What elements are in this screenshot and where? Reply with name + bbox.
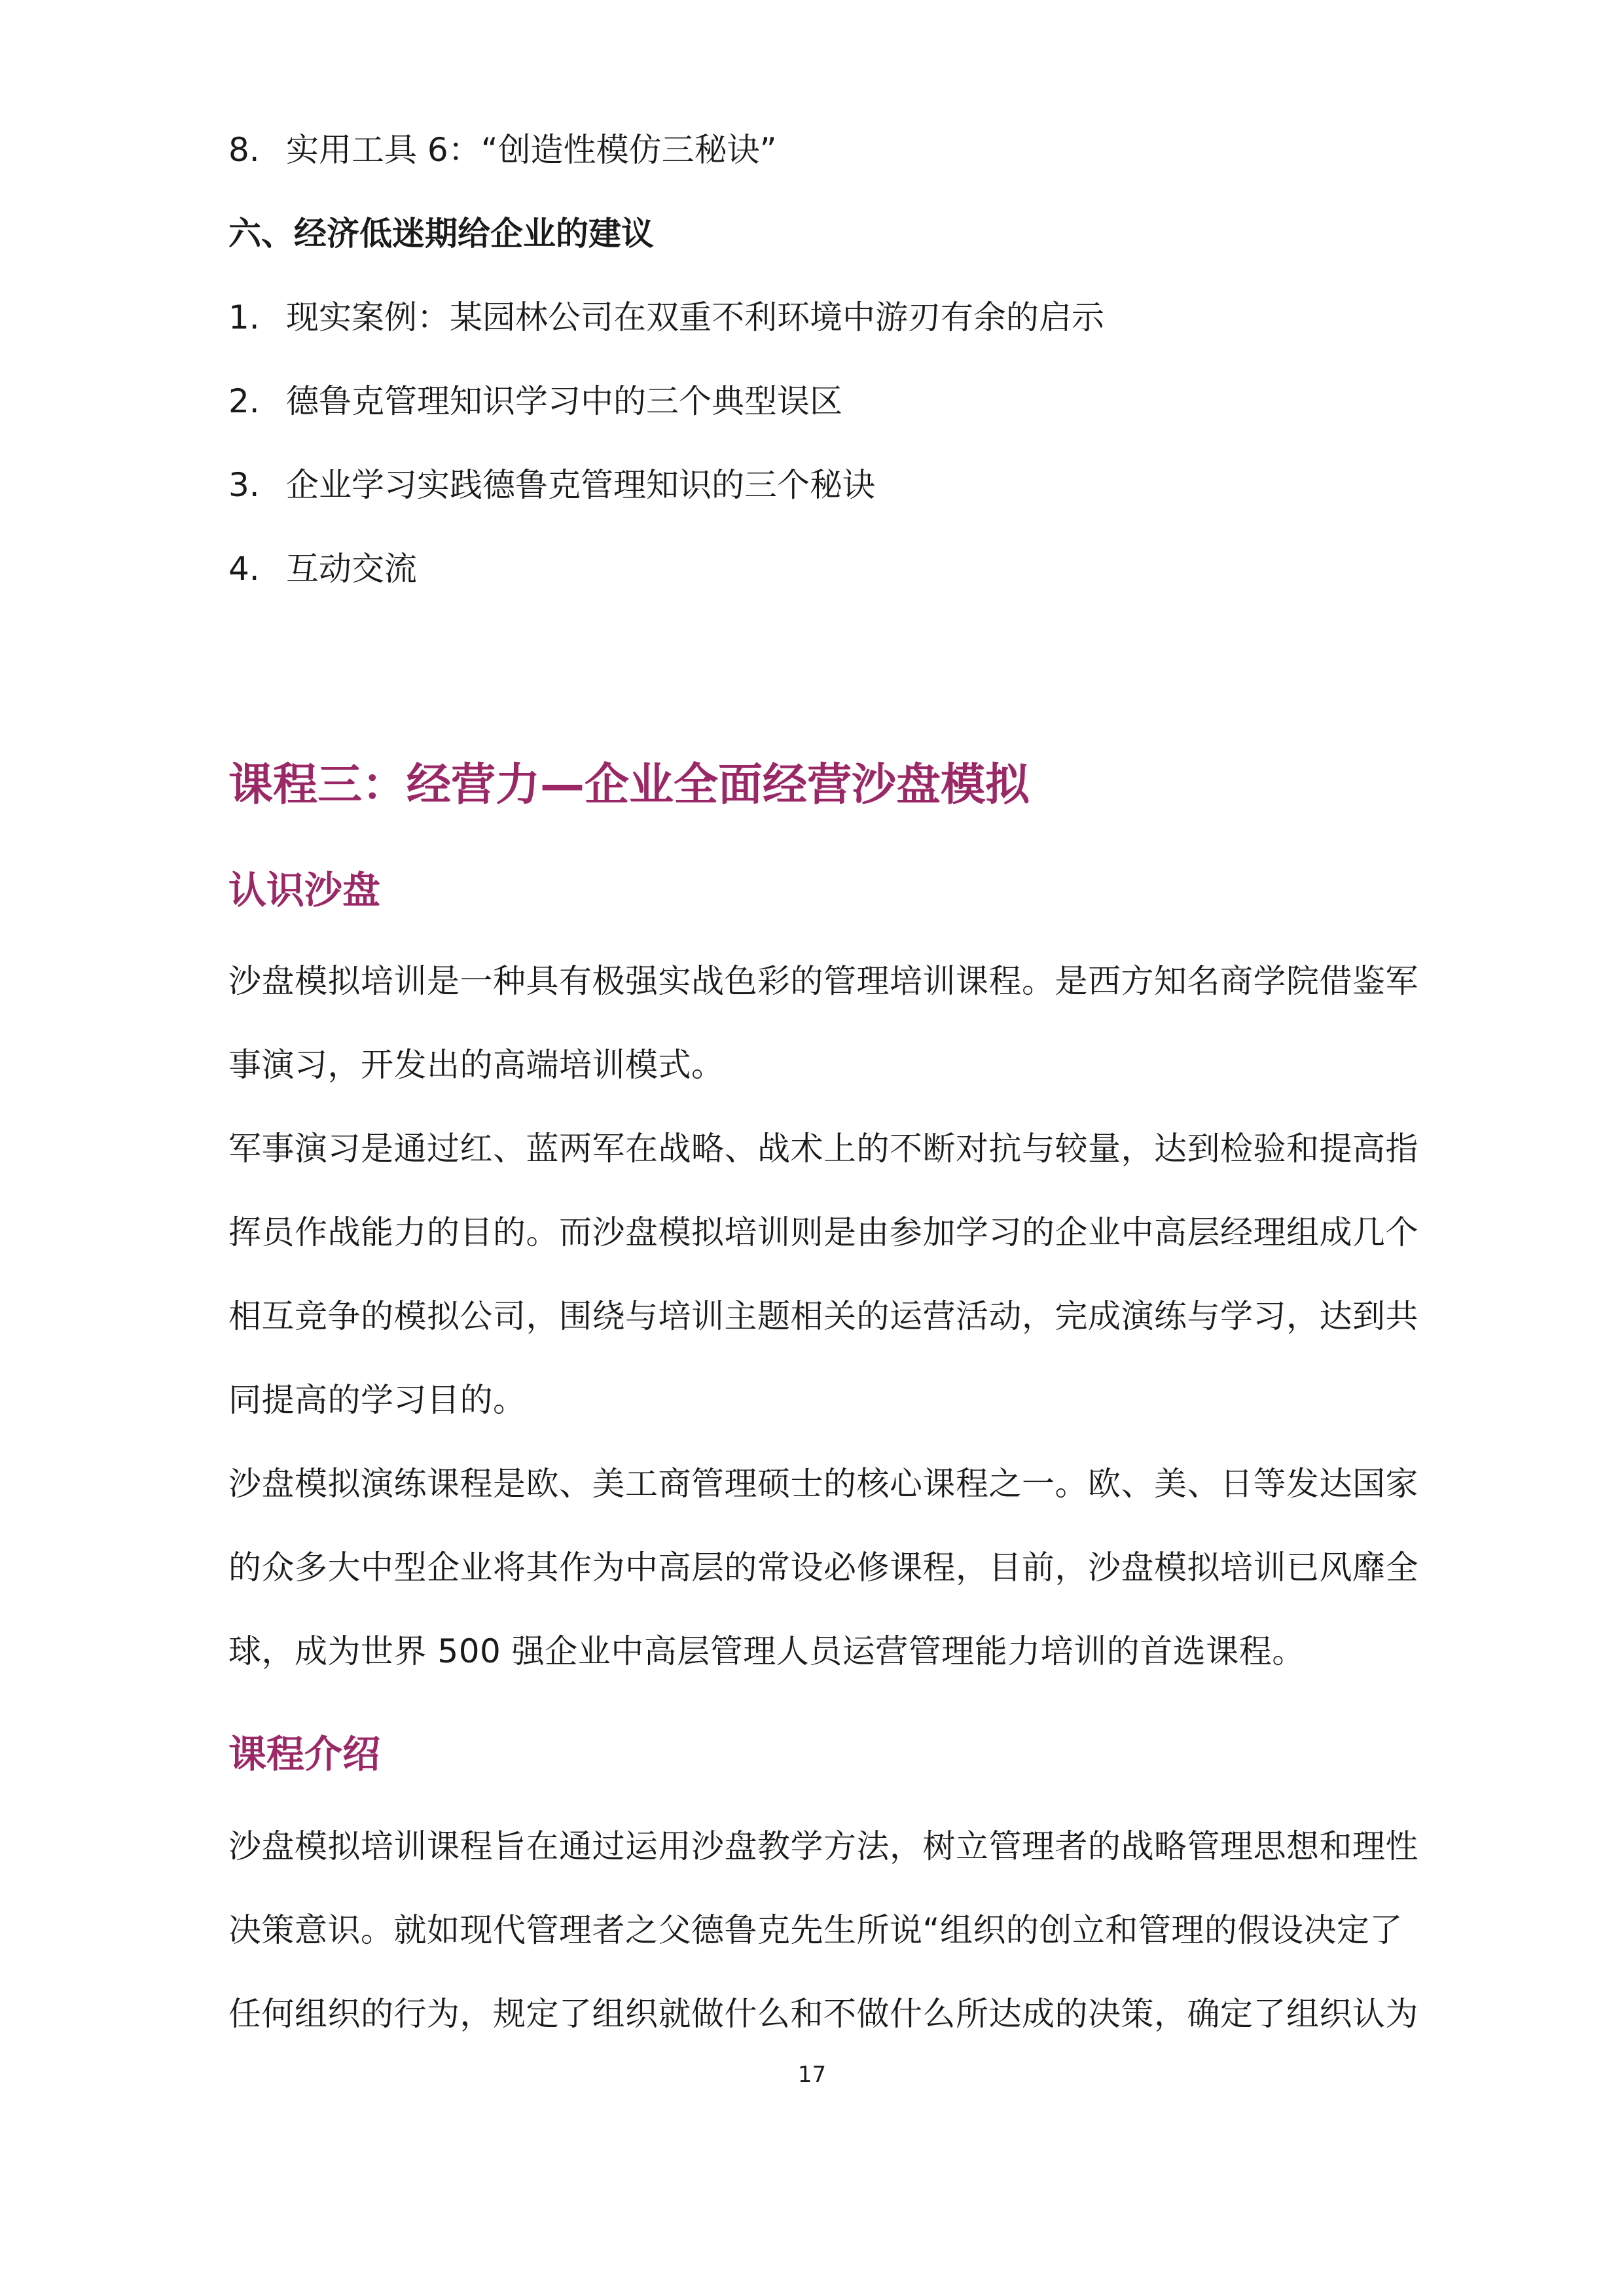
paragraph-line: 的众多大中型企业将其作为中高层的常设必修课程，目前，沙盘模拟培训已风靡全: [228, 1549, 1418, 1587]
list-item-number: 3.: [228, 466, 260, 504]
list-item-text: 实用工具 6：“创造性模仿三秘诀”: [286, 131, 777, 169]
list-item-number: 8.: [228, 131, 260, 169]
paragraph-line: 同提高的学习目的。: [228, 1381, 526, 1419]
paragraph-line: 相互竞争的模拟公司，围绕与培训主题相关的运营活动，完成演练与学习，达到共: [228, 1297, 1418, 1335]
list-item-text: 互动交流: [286, 550, 417, 588]
subsection-heading-sandbox: 认识沙盘: [228, 868, 381, 912]
subsection-heading-course-intro: 课程介绍: [228, 1732, 381, 1776]
section-heading: 六、经济低迷期给企业的建议: [228, 215, 654, 253]
paragraph-line: 事演习，开发出的高端培训模式。: [228, 1046, 725, 1084]
paragraph-line: 决策意识。就如现代管理者之父德鲁克先生所说“组织的创立和管理的假设决定了: [228, 1911, 1403, 1949]
paragraph-line: 球，成为世界 500 强企业中高层管理人员运营管理能力培训的首选课程。: [228, 1632, 1305, 1670]
list-item: [228, 295, 1104, 340]
list-item-text: 企业学习实践德鲁克管理知识的三个秘诀: [286, 466, 875, 504]
paragraph-line: 沙盘模拟培训课程旨在通过运用沙盘教学方法，树立管理者的战略管理思想和理性: [228, 1827, 1418, 1865]
list-item-text: 德鲁克管理知识学习中的三个典型误区: [286, 382, 842, 420]
paragraph-line: 军事演习是通过红、蓝两军在战略、战术上的不断对抗与较量，达到检验和提高指: [228, 1130, 1418, 1168]
list-item-number: 2.: [228, 382, 260, 420]
paragraph-line: 沙盘模拟培训是一种具有极强实战色彩的管理培训课程。是西方知名商学院借鉴军: [228, 962, 1418, 1000]
course-title: 课程三：经营力—企业全面经营沙盘模拟: [228, 759, 1030, 811]
list-item-text: 现实案例：某园林公司在双重不利环境中游刃有余的启示: [286, 298, 1104, 336]
paragraph-line: 沙盘模拟演练课程是欧、美工商管理硕士的核心课程之一。欧、美、日等发达国家: [228, 1465, 1418, 1503]
paragraph-line: 挥员作战能力的目的。而沙盘模拟培训则是由参加学习的企业中高层经理组成几个: [228, 1213, 1418, 1251]
paragraph-line: 任何组织的行为，规定了组织就做什么和不做什么所达成的决策，确定了组织认为: [228, 1995, 1418, 2033]
list-item: [228, 127, 777, 173]
list-item-number: 1.: [228, 298, 260, 336]
list-item-number: 4.: [228, 550, 260, 588]
list-item: [228, 546, 417, 592]
page-number: 17: [797, 2062, 827, 2088]
list-item: [228, 378, 842, 424]
list-item: [228, 462, 875, 508]
